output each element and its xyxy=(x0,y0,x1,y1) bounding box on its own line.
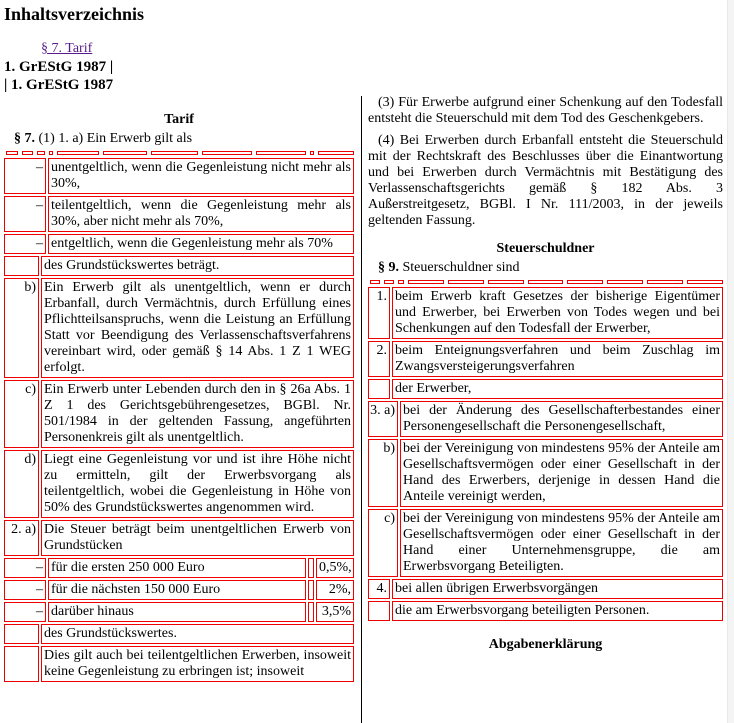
table-row xyxy=(368,379,723,399)
paragraph-3: (3) Für Erwerbe aufgrund einer Schenkung auf den Todesfall entsteht die Steuerschuld mit dem Tod des Geschenkgebers. xyxy=(368,95,723,126)
table-row xyxy=(4,234,354,254)
right-column xyxy=(368,95,723,656)
row-text: teilentgeltlich, wenn die Gegenleistung mehr als 30%, aber nicht mehr als 70%, xyxy=(48,196,354,232)
table-row xyxy=(4,450,354,518)
row-label: – xyxy=(4,158,46,194)
table-row xyxy=(4,380,354,448)
table-row xyxy=(4,520,354,556)
row-label: d) xyxy=(4,450,39,518)
row-label: 4. xyxy=(368,579,390,599)
cell-spacer xyxy=(308,602,314,622)
row-label: b) xyxy=(368,439,398,507)
row-text: Ein Erwerb gilt als unentgeltlich, wenn er durch Erbanfall, durch Vermächtnis, durch Erfüllung eines Pflichtteilsanspruchs, wenn die Leistung an Erfüllung Statt vor Beendigung des Verlassenschaftsverfahrens vereinbart wird, oder gemäß § 14 Abs. 1 Z 1 WEG erfolgt. xyxy=(41,278,354,378)
row-text: für die nächsten 150 000 Euro xyxy=(48,580,306,600)
table-row xyxy=(368,401,723,437)
row-text: entgeltlich, wenn die Gegenleistung mehr als 70% xyxy=(48,234,354,254)
row-text: beim Erwerb kraft Gesetzes der bisherige Eigentümer und Erwerber, bei Erwerben von Todes wegen und bei Schenkungen auf den Todesfall der Erwerber, xyxy=(392,287,723,339)
table-row xyxy=(4,624,354,644)
row-label: – xyxy=(4,196,46,232)
row-label xyxy=(368,601,390,621)
row-label: – xyxy=(4,580,46,600)
row-label: 2. a) xyxy=(4,520,39,556)
section-intro xyxy=(378,260,723,276)
row-label: b) xyxy=(4,278,39,378)
section-number: § 9. xyxy=(378,260,399,275)
table-row xyxy=(368,509,723,577)
row-text: des Grundstückswertes beträgt. xyxy=(41,256,354,276)
table-row xyxy=(368,341,723,377)
row-text: Ein Erwerb unter Lebenden durch den in § 26a Abs. 1 Z 1 des Gerichtsgebührengesetzes, BGBl. Nr. 501/1984 in der geltenden Fassung, angeführten Personenkreis gilt als unentgeltlich. xyxy=(41,380,354,448)
section-intro xyxy=(14,131,354,147)
row-text: die am Erwerbsvorgang beteiligten Personen. xyxy=(392,601,723,621)
table-row xyxy=(368,579,723,599)
table-row xyxy=(4,158,354,194)
row-label: 1. xyxy=(368,287,390,339)
table-row xyxy=(368,439,723,507)
law-header: 1. GrEStG 1987 | xyxy=(4,59,114,75)
column-divider xyxy=(361,96,362,723)
table-row xyxy=(4,196,354,232)
row-label: c) xyxy=(4,380,39,448)
row-label: 3. a) xyxy=(368,401,398,437)
row-text: unentgeltlich, wenn die Gegenleistung nicht mehr als 30%, xyxy=(48,158,354,194)
row-label: 2. xyxy=(368,341,390,377)
law-header: | 1. GrEStG 1987 xyxy=(4,77,114,93)
row-label xyxy=(368,379,390,399)
row-text: bei der Änderung des Gesellschafterbestandes einer Personengesellschaft die Personengesellschaft, xyxy=(400,401,723,437)
section-intro-text: (1) 1. a) Ein Erwerb gilt als xyxy=(35,131,193,146)
row-label: – xyxy=(4,234,46,254)
column-ruler xyxy=(370,280,723,285)
section-heading: Steuerschuldner xyxy=(496,241,595,256)
section-heading: Abgabenerklärung xyxy=(488,637,603,652)
row-text: Liegt eine Gegenleistung vor und ist ihre Höhe nicht zu ermitteln, gilt der Erwerbsvorgang als teilentgeltlich, wobei die Gegenleistung in Höhe von 50% des Grundstückswertes angenommen wird. xyxy=(41,450,354,518)
row-text: Dies gilt auch bei teilentgeltlichen Erwerben, insoweit keine Gegenleistung zu erbringen ist; insoweit xyxy=(41,646,354,682)
rate-value: 2%, xyxy=(316,580,354,600)
rate-value: 0,5%, xyxy=(316,558,354,578)
table-row xyxy=(4,558,354,578)
cell-spacer xyxy=(308,580,314,600)
table-row xyxy=(4,256,354,276)
row-label xyxy=(4,624,39,644)
paragraph-4: (4) Bei Erwerben durch Erbanfall entsteht die Steuerschuld mit der Rechtskraft des Beschlusses über die Einantwortung und bei Erwerben durch Vermächtnis mit Bestätigung des Verlassenschaftsgerichts gemäß § 182 Abs. 3 Außerstreitgesetz, BGBl. I Nr. 111/2003, in der jeweils geltenden Fassung. xyxy=(368,133,723,228)
row-text: des Grundstückswertes. xyxy=(41,624,354,644)
row-label xyxy=(4,646,39,682)
row-label: – xyxy=(4,602,46,622)
row-label xyxy=(4,256,39,276)
toc-link-section-7[interactable]: § 7. Tarif xyxy=(41,41,93,56)
table-row xyxy=(4,278,354,378)
row-label: – xyxy=(4,558,46,578)
section-number: § 7. xyxy=(14,131,35,146)
row-text: darüber hinaus xyxy=(48,602,306,622)
table-row xyxy=(368,601,723,621)
row-text: bei der Vereinigung von mindestens 95% der Anteile am Gesellschaftsvermögen oder einer Gesellschaft in der Hand des Erwerbers, derjenige in dessen Hand die Anteile vereinigt werden, xyxy=(400,439,723,507)
vertical-scrollbar[interactable] xyxy=(727,0,734,723)
row-text: der Erwerber, xyxy=(392,379,723,399)
cell-spacer xyxy=(308,558,314,578)
row-text: bei allen übrigen Erwerbsvorgängen xyxy=(392,579,723,599)
row-text: Die Steuer beträgt beim unentgeltlichen Erwerb von Grundstücken xyxy=(41,520,354,556)
row-label: c) xyxy=(368,509,398,577)
column-ruler xyxy=(6,151,354,156)
rate-value: 3,5% xyxy=(316,602,354,622)
row-text: beim Enteignungsverfahren und beim Zuschlag im Zwangsversteigerungsverfahren xyxy=(392,341,723,377)
row-text: bei der Vereinigung von mindestens 95% der Anteile am Gesellschaftsvermögen oder einer Gesellschaft in der Hand einer Unternehmensgruppe, die am Erwerbsvorgang Beteiligten. xyxy=(400,509,723,577)
page-title: Inhaltsverzeichnis xyxy=(4,4,145,24)
table-row xyxy=(368,287,723,339)
table-row xyxy=(4,646,354,682)
table-row xyxy=(4,580,354,600)
left-column xyxy=(4,112,354,684)
row-text: für die ersten 250 000 Euro xyxy=(48,558,306,578)
section-heading: Tarif xyxy=(164,112,194,127)
table-row xyxy=(4,602,354,622)
section-intro-text: Steuerschuldner sind xyxy=(399,260,520,275)
